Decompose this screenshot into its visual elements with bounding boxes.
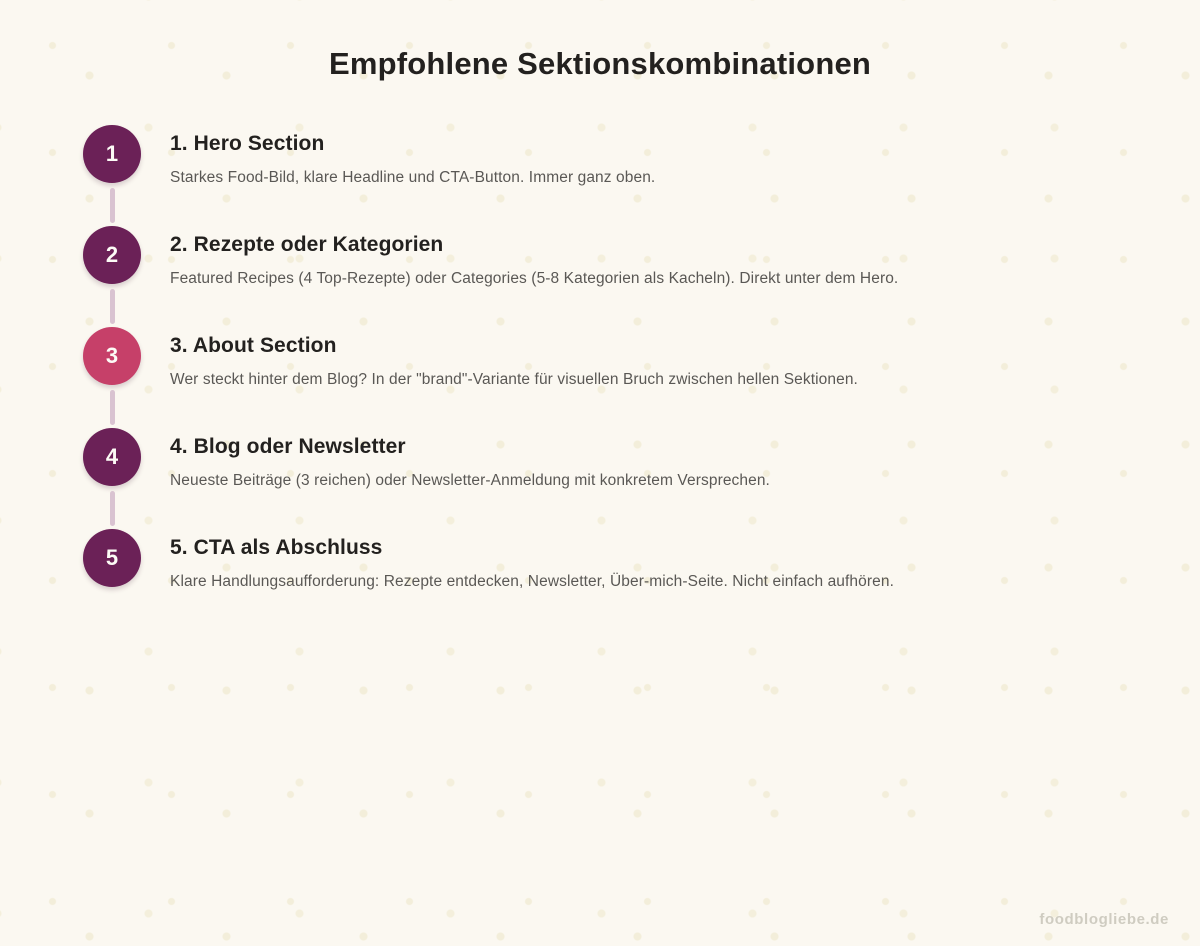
- timeline-connector: [110, 289, 115, 324]
- timeline-step: [83, 428, 1200, 529]
- step-description: Neueste Beiträge (3 reichen) oder Newsletter-Anmeldung mit konkretem Versprechen.: [170, 472, 770, 489]
- step-description: Klare Handlungsaufforderung: Rezepte entdecken, Newsletter, Über-mich-Seite. Nicht einfach aufhören.: [170, 573, 894, 590]
- step-description: Starkes Food-Bild, klare Headline und CTA-Button. Immer ganz oben.: [170, 169, 656, 186]
- step-content: [170, 226, 898, 288]
- step-badge-column: [83, 125, 141, 183]
- step-title: 5. CTA als Abschluss: [170, 536, 383, 559]
- step-content: [170, 529, 894, 591]
- timeline-step: [83, 529, 1200, 630]
- footer-brand: foodblogliebe.de: [1039, 911, 1169, 928]
- step-number-badge: 2: [83, 226, 141, 284]
- timeline-connector: [110, 491, 115, 526]
- step-description: Featured Recipes (4 Top-Rezepte) oder Categories (5-8 Kategorien als Kacheln). Direkt unter dem Hero.: [170, 270, 899, 287]
- timeline-step: [83, 327, 1200, 428]
- step-badge-column: [83, 327, 141, 385]
- step-badge-column: [83, 428, 141, 486]
- timeline-step: [83, 125, 1200, 226]
- step-badge-column: [83, 226, 141, 284]
- step-number-badge: 1: [83, 125, 141, 183]
- step-badge-column: [83, 529, 141, 587]
- step-title: 2. Rezepte oder Kategorien: [170, 233, 444, 256]
- step-number-badge: 5: [83, 529, 141, 587]
- step-number-badge: 3: [83, 327, 141, 385]
- step-content: [170, 327, 858, 389]
- step-title: 1. Hero Section: [170, 132, 325, 155]
- step-description: Wer steckt hinter dem Blog? In der "brand"-Variante für visuellen Bruch zwischen hellen Sektionen.: [170, 371, 858, 388]
- timeline-connector: [110, 188, 115, 223]
- step-number-badge: 4: [83, 428, 141, 486]
- page-title: Empfohlene Sektionskombinationen: [328, 46, 872, 81]
- step-content: [170, 428, 770, 490]
- timeline-step: [83, 226, 1200, 327]
- steps-list: [83, 125, 1200, 630]
- step-title: 3. About Section: [170, 334, 337, 357]
- step-content: [170, 125, 655, 187]
- timeline-connector: [110, 390, 115, 425]
- step-title: 4. Blog oder Newsletter: [170, 435, 406, 458]
